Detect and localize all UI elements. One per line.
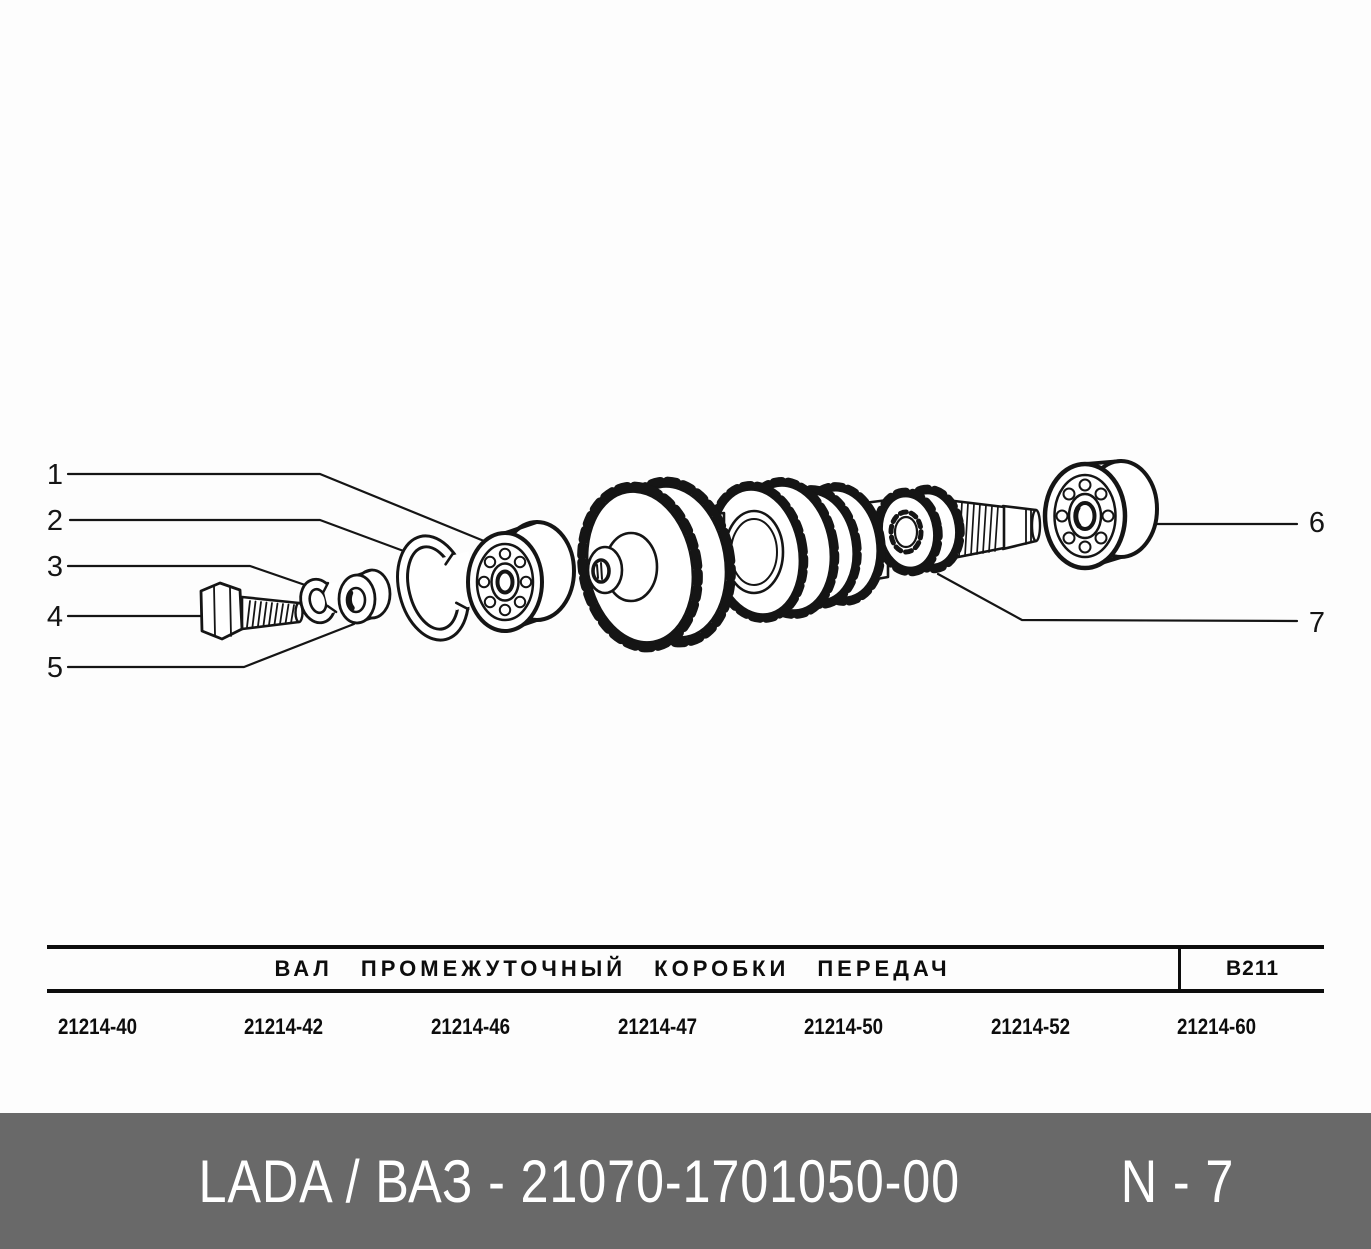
figure-code: B211 (1225, 957, 1280, 980)
callout-6: 6 (1308, 507, 1326, 539)
first-gear (570, 472, 743, 656)
front-bearing-part (468, 522, 574, 631)
model-number: 21214-50 (804, 1014, 884, 1039)
assembly-title: ВАЛ ПРОМЕЖУТОЧНЫЙ КОРОБКИ ПЕРЕДАЧ (274, 956, 951, 981)
model-number: 21214-46 (430, 1014, 510, 1039)
model-cell (937, 1014, 1124, 1040)
model-cell (1123, 1014, 1310, 1040)
page-number: N - 7 (1121, 1147, 1235, 1215)
leader-line-2 (70, 520, 409, 553)
callout-5: 5 (46, 652, 64, 684)
model-applicability-row (4, 1012, 1310, 1042)
drive-gear (873, 485, 966, 576)
leader-line-7 (938, 574, 1297, 621)
leader-line-1 (68, 474, 484, 541)
gear-cluster-shaft-part (570, 472, 1040, 656)
model-cell (564, 1014, 751, 1040)
model-cell (4, 1014, 191, 1040)
callout-4: 4 (46, 601, 64, 633)
washer-part (339, 570, 390, 623)
model-cell (750, 1014, 937, 1040)
caption-title-cell (47, 949, 1178, 989)
model-number: 21214-47 (617, 1014, 697, 1039)
brand-part-number: LADA / ВАЗ - 21070-1701050-00 (198, 1147, 960, 1215)
caption-table (47, 945, 1324, 993)
callout-7: 7 (1308, 607, 1326, 639)
model-cell (191, 1014, 378, 1040)
footer-band (0, 1113, 1371, 1249)
rear-bearing-part (1045, 461, 1157, 568)
caption-code-cell (1181, 949, 1324, 989)
model-number: 21214-42 (244, 1014, 324, 1039)
leader-line-3 (68, 566, 308, 586)
shaft-end (1003, 506, 1040, 549)
callout-2: 2 (46, 505, 64, 537)
model-cell (377, 1014, 564, 1040)
callout-3: 3 (46, 551, 64, 583)
model-number: 21214-40 (57, 1014, 137, 1039)
callout-1: 1 (46, 459, 64, 491)
model-number: 21214-52 (990, 1014, 1070, 1039)
bolt-part (201, 583, 303, 639)
model-number: 21214-60 (1177, 1014, 1257, 1039)
bolt-hex-head (201, 583, 242, 639)
